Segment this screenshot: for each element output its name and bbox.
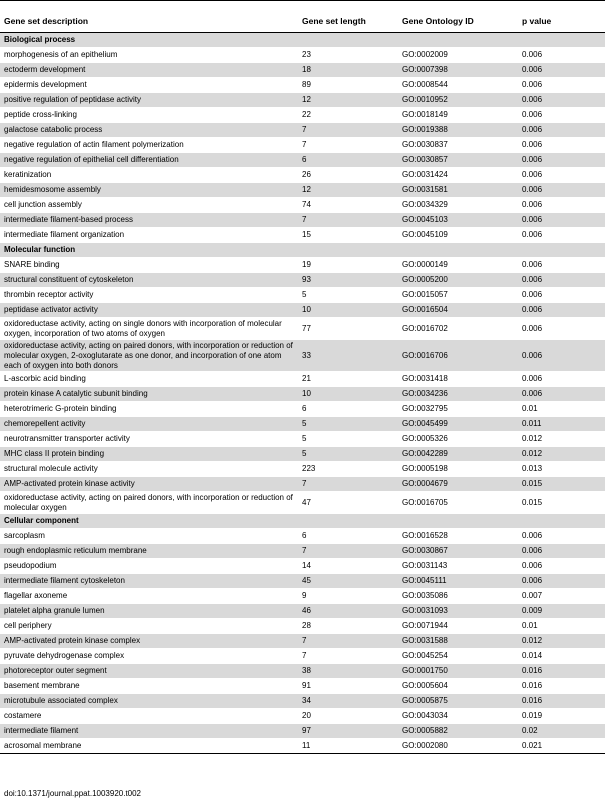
table-row bbox=[0, 529, 605, 544]
gene-set-length-cell: 91 bbox=[302, 681, 311, 690]
go-id-cell: GO:0016504 bbox=[398, 303, 518, 318]
go-id-cell: GO:0019388 bbox=[398, 123, 518, 138]
gene-set-description-cell: intermediate filament organization bbox=[4, 230, 125, 239]
p-value-cell: 0.006 bbox=[518, 123, 605, 138]
table-row bbox=[0, 492, 605, 514]
gene-set-description-cell: MHC class II protein binding bbox=[0, 447, 298, 462]
go-id-cell: GO:0002009 bbox=[402, 50, 448, 59]
table-row bbox=[0, 213, 605, 228]
gene-set-length-cell: 10 bbox=[298, 303, 398, 318]
gene-set-length-cell: 7 bbox=[302, 140, 307, 149]
gene-set-description-cell: intermediate filament bbox=[0, 724, 298, 739]
p-value-cell: 0.012 bbox=[518, 634, 605, 649]
gene-set-description-cell: negative regulation of actin filament polymerization bbox=[4, 140, 184, 149]
p-value-cell: 0.006 bbox=[518, 303, 605, 318]
p-value-cell: 0.016 bbox=[522, 681, 543, 690]
go-id-cell: GO:0016705 bbox=[402, 497, 448, 507]
gene-set-description-cell: basement membrane bbox=[4, 681, 80, 690]
gene-set-length-cell: 10 bbox=[298, 387, 398, 402]
p-value-cell: 0.006 bbox=[522, 323, 543, 333]
gene-set-length-cell: 28 bbox=[302, 621, 311, 630]
table-row bbox=[0, 288, 605, 303]
table-row bbox=[0, 589, 605, 604]
table-row bbox=[0, 387, 605, 402]
p-value-cell: 0.006 bbox=[522, 531, 543, 540]
table-row bbox=[0, 78, 605, 93]
p-value-cell: 0.01 bbox=[522, 621, 538, 630]
go-id-cell: GO:0031093 bbox=[398, 604, 518, 619]
p-value-cell: 0.012 bbox=[522, 434, 543, 443]
p-value-cell: 0.012 bbox=[518, 447, 605, 462]
gene-set-description-cell: AMP-activated protein kinase complex bbox=[0, 634, 298, 649]
gene-set-description-cell: costamere bbox=[4, 711, 42, 720]
go-id-cell: GO:0000149 bbox=[402, 260, 448, 269]
table-row bbox=[0, 477, 605, 492]
table-row bbox=[0, 183, 605, 198]
p-value-cell: 0.01 bbox=[522, 404, 538, 413]
go-id-cell: GO:0030857 bbox=[398, 153, 518, 168]
gene-set-length-cell: 20 bbox=[302, 711, 311, 720]
gene-set-length-cell: 5 bbox=[302, 290, 307, 299]
gene-set-description-cell: morphogenesis of an epithelium bbox=[4, 50, 118, 59]
gene-set-description-cell: peptidase activator activity bbox=[0, 303, 298, 318]
p-value-cell: 0.015 bbox=[522, 497, 543, 507]
table-row bbox=[0, 228, 605, 243]
gene-set-length-cell: 77 bbox=[302, 323, 311, 333]
gene-set-length-cell: 5 bbox=[302, 434, 307, 443]
gene-set-length-cell: 23 bbox=[302, 50, 311, 59]
go-id-cell: GO:0005198 bbox=[402, 464, 448, 473]
go-id-cell: GO:0043034 bbox=[402, 711, 448, 720]
gene-set-length-cell: 7 bbox=[298, 123, 398, 138]
gene-set-description-cell: protein kinase A catalytic subunit binding bbox=[0, 387, 298, 402]
header-description: Gene set description bbox=[4, 15, 89, 26]
gene-set-description-cell: keratinization bbox=[4, 170, 52, 179]
table-row bbox=[0, 303, 605, 318]
gene-set-length-cell: 7 bbox=[298, 544, 398, 559]
gene-set-description-cell: heterotrimeric G-protein binding bbox=[4, 404, 117, 413]
header-row bbox=[0, 1, 605, 33]
p-value-cell: 0.006 bbox=[518, 273, 605, 288]
p-value-cell: 0.006 bbox=[522, 561, 543, 570]
gene-set-description-cell: cell junction assembly bbox=[4, 200, 82, 209]
gene-set-description-cell: intermediate filament-based process bbox=[0, 213, 298, 228]
table-row bbox=[0, 432, 605, 447]
table-row bbox=[0, 372, 605, 387]
p-value-cell: 0.006 bbox=[522, 290, 543, 299]
gene-set-length-cell: 26 bbox=[302, 170, 311, 179]
gene-set-description-cell: sarcoplasm bbox=[4, 531, 45, 540]
go-id-cell: GO:0002080 bbox=[402, 741, 448, 750]
gene-set-length-cell: 47 bbox=[302, 497, 311, 507]
gene-set-description-cell: pseudopodium bbox=[4, 561, 57, 570]
gene-set-description-cell: peptide cross-linking bbox=[4, 110, 77, 119]
p-value-cell: 0.006 bbox=[518, 574, 605, 589]
gene-set-length-cell: 12 bbox=[298, 183, 398, 198]
gene-set-length-cell: 21 bbox=[302, 374, 311, 383]
go-id-cell: GO:0045254 bbox=[402, 651, 448, 660]
table-row bbox=[0, 634, 605, 649]
table-row bbox=[0, 462, 605, 477]
p-value-cell: 0.006 bbox=[522, 80, 543, 89]
gene-set-description-cell: epidermis development bbox=[4, 80, 87, 89]
gene-set-description-cell: microtubule associated complex bbox=[0, 694, 298, 709]
gene-set-length-cell: 14 bbox=[302, 561, 311, 570]
go-id-cell: GO:0005875 bbox=[398, 694, 518, 709]
gene-set-length-cell: 7 bbox=[298, 213, 398, 228]
gene-set-description-cell: oxidoreductase activity, acting on paired donors, with incorporation or reduction of molecular oxygen, 2-oxoglutarate as one donor, and incorporation of one atom each of oxygen into both donors bbox=[0, 340, 298, 372]
table-row bbox=[0, 709, 605, 724]
gene-set-length-cell: 74 bbox=[302, 200, 311, 209]
gene-set-description-cell: structural constituent of cytoskeleton bbox=[0, 273, 298, 288]
gene-set-length-cell: 11 bbox=[302, 741, 311, 750]
gene-set-length-cell: 6 bbox=[302, 531, 307, 540]
p-value-cell: 0.006 bbox=[522, 170, 543, 179]
gene-set-description-cell: oxidoreductase activity, acting on paired donors, with incorporation or reduction of molecular oxygen bbox=[4, 492, 293, 512]
gene-set-description-cell: chemorepellent activity bbox=[0, 417, 298, 432]
go-id-cell: GO:0042289 bbox=[398, 447, 518, 462]
table-row bbox=[0, 679, 605, 694]
p-value-cell: 0.006 bbox=[522, 260, 543, 269]
table-row bbox=[0, 417, 605, 432]
p-value-cell: 0.011 bbox=[518, 417, 605, 432]
go-id-cell: GO:0030867 bbox=[398, 544, 518, 559]
p-value-cell: 0.02 bbox=[518, 724, 605, 739]
gene-set-description-cell: SNARE binding bbox=[4, 260, 60, 269]
gene-set-description-cell: photoreceptor outer segment bbox=[0, 664, 298, 679]
table-row bbox=[0, 198, 605, 213]
go-id-cell: GO:0016528 bbox=[402, 531, 448, 540]
gene-set-length-cell: 5 bbox=[298, 417, 398, 432]
p-value-cell: 0.006 bbox=[518, 183, 605, 198]
gene-set-length-cell: 22 bbox=[302, 110, 311, 119]
p-value-cell: 0.006 bbox=[518, 387, 605, 402]
go-id-cell: GO:0034329 bbox=[402, 200, 448, 209]
go-id-cell: GO:0030837 bbox=[402, 140, 448, 149]
table-row bbox=[0, 619, 605, 634]
gene-set-description-cell: galactose catabolic process bbox=[0, 123, 298, 138]
table-row bbox=[0, 694, 605, 709]
go-id-cell: GO:0031588 bbox=[398, 634, 518, 649]
header-p-value: p value bbox=[522, 15, 552, 26]
p-value-cell: 0.007 bbox=[522, 591, 543, 600]
table-row bbox=[0, 739, 605, 754]
section-header-row bbox=[0, 243, 605, 258]
gene-set-description-cell: structural molecule activity bbox=[4, 464, 98, 473]
p-value-cell: 0.014 bbox=[522, 651, 543, 660]
go-id-cell: GO:0008544 bbox=[402, 80, 448, 89]
table-row bbox=[0, 574, 605, 589]
gene-set-description-cell: hemidesmosome assembly bbox=[0, 183, 298, 198]
gene-set-description-cell: negative regulation of epithelial cell differentiation bbox=[0, 153, 298, 168]
p-value-cell: 0.006 bbox=[522, 374, 543, 383]
go-id-cell: GO:0045499 bbox=[398, 417, 518, 432]
p-value-cell: 0.021 bbox=[522, 741, 543, 750]
table-row bbox=[0, 138, 605, 153]
go-id-cell: GO:0001750 bbox=[398, 664, 518, 679]
gene-set-description-cell: acrosomal membrane bbox=[4, 741, 82, 750]
section-header-row bbox=[0, 33, 605, 48]
go-id-cell: GO:0004679 bbox=[398, 477, 518, 492]
p-value-cell: 0.016 bbox=[518, 694, 605, 709]
table-row bbox=[0, 258, 605, 273]
gene-set-description-cell: oxidoreductase activity, acting on single donors with incorporation of molecular oxygen, incorporation of two atoms of oxygen bbox=[4, 318, 282, 338]
go-id-cell: GO:0045109 bbox=[402, 230, 448, 239]
go-id-cell: GO:0005604 bbox=[402, 681, 448, 690]
section-header-row bbox=[0, 514, 605, 529]
gene-set-length-cell: 6 bbox=[302, 404, 307, 413]
p-value-cell: 0.016 bbox=[518, 664, 605, 679]
table-row bbox=[0, 402, 605, 417]
table-row bbox=[0, 544, 605, 559]
gene-set-length-cell: 33 bbox=[298, 340, 398, 372]
section-title: Biological process bbox=[0, 33, 605, 48]
table-header bbox=[0, 1, 605, 33]
p-value-cell: 0.006 bbox=[522, 50, 543, 59]
gene-set-length-cell: 46 bbox=[298, 604, 398, 619]
gene-set-description-cell: thrombin receptor activity bbox=[4, 290, 94, 299]
table-row bbox=[0, 447, 605, 462]
section-title: Cellular component bbox=[0, 514, 605, 529]
header-length: Gene set length bbox=[302, 15, 366, 26]
table-row bbox=[0, 168, 605, 183]
gene-set-description-cell: ectoderm development bbox=[0, 63, 298, 78]
table-row bbox=[0, 724, 605, 739]
gene-set-length-cell: 45 bbox=[298, 574, 398, 589]
p-value-cell: 0.006 bbox=[518, 340, 605, 372]
go-id-cell: GO:0031581 bbox=[398, 183, 518, 198]
go-id-cell: GO:0031418 bbox=[402, 374, 448, 383]
table-row bbox=[0, 340, 605, 372]
p-value-cell: 0.006 bbox=[518, 544, 605, 559]
gene-set-length-cell: 223 bbox=[302, 464, 316, 473]
gene-set-length-cell: 7 bbox=[298, 477, 398, 492]
gene-set-length-cell: 15 bbox=[302, 230, 311, 239]
go-id-cell: GO:0005326 bbox=[402, 434, 448, 443]
table-row bbox=[0, 664, 605, 679]
go-id-cell: GO:0018149 bbox=[402, 110, 448, 119]
gene-set-length-cell: 97 bbox=[298, 724, 398, 739]
p-value-cell: 0.006 bbox=[522, 140, 543, 149]
gene-set-length-cell: 7 bbox=[298, 634, 398, 649]
gene-set-description-cell: neurotransmitter transporter activity bbox=[4, 434, 130, 443]
go-id-cell: GO:0032795 bbox=[402, 404, 448, 413]
table-row bbox=[0, 63, 605, 78]
p-value-cell: 0.006 bbox=[518, 213, 605, 228]
gene-set-description-cell: pyruvate dehydrogenase complex bbox=[4, 651, 125, 660]
header-go-id: Gene Ontology ID bbox=[402, 15, 474, 26]
table-row bbox=[0, 604, 605, 619]
go-id-cell: GO:0016702 bbox=[402, 323, 448, 333]
gene-set-description-cell: L-ascorbic acid binding bbox=[4, 374, 86, 383]
table-row bbox=[0, 318, 605, 340]
table-row bbox=[0, 108, 605, 123]
table-row bbox=[0, 48, 605, 63]
go-id-cell: GO:0010952 bbox=[398, 93, 518, 108]
gene-set-length-cell: 9 bbox=[302, 591, 307, 600]
section-title: Molecular function bbox=[0, 243, 605, 258]
go-id-cell: GO:0005882 bbox=[398, 724, 518, 739]
p-value-cell: 0.006 bbox=[518, 93, 605, 108]
gene-set-description-cell: cell periphery bbox=[4, 621, 52, 630]
gene-set-length-cell: 34 bbox=[298, 694, 398, 709]
gene-set-length-cell: 38 bbox=[298, 664, 398, 679]
go-id-cell: GO:0031143 bbox=[402, 561, 448, 570]
table-row bbox=[0, 273, 605, 288]
table-row bbox=[0, 123, 605, 138]
doi-caption: doi:10.1371/journal.ppat.1003920.t002 bbox=[4, 789, 142, 798]
p-value-cell: 0.006 bbox=[522, 110, 543, 119]
go-id-cell: GO:0007398 bbox=[398, 63, 518, 78]
gene-set-description-cell: positive regulation of peptidase activity bbox=[0, 93, 298, 108]
p-value-cell: 0.006 bbox=[522, 230, 543, 239]
table-body bbox=[0, 33, 605, 754]
go-id-cell: GO:0045103 bbox=[398, 213, 518, 228]
go-id-cell: GO:0031424 bbox=[402, 170, 448, 179]
go-id-cell: GO:0016706 bbox=[398, 340, 518, 372]
go-id-cell: GO:0071944 bbox=[402, 621, 448, 630]
p-value-cell: 0.013 bbox=[522, 464, 543, 473]
gene-set-length-cell: 18 bbox=[298, 63, 398, 78]
gene-set-length-cell: 7 bbox=[302, 651, 307, 660]
gene-set-length-cell: 93 bbox=[298, 273, 398, 288]
go-id-cell: GO:0015057 bbox=[402, 290, 448, 299]
gene-set-description-cell: intermediate filament cytoskeleton bbox=[0, 574, 298, 589]
p-value-cell: 0.019 bbox=[522, 711, 543, 720]
gene-set-length-cell: 12 bbox=[298, 93, 398, 108]
gene-set-description-cell: flagellar axoneme bbox=[4, 591, 68, 600]
gene-set-description-cell: platelet alpha granule lumen bbox=[0, 604, 298, 619]
table-row bbox=[0, 559, 605, 574]
gene-set-description-cell: rough endoplasmic reticulum membrane bbox=[0, 544, 298, 559]
gene-set-length-cell: 5 bbox=[298, 447, 398, 462]
table-row bbox=[0, 93, 605, 108]
gene-set-length-cell: 19 bbox=[302, 260, 311, 269]
table-row bbox=[0, 153, 605, 168]
p-value-cell: 0.006 bbox=[518, 63, 605, 78]
go-id-cell: GO:0045111 bbox=[398, 574, 518, 589]
p-value-cell: 0.006 bbox=[518, 153, 605, 168]
gene-set-description-cell: AMP-activated protein kinase activity bbox=[0, 477, 298, 492]
p-value-cell: 0.006 bbox=[522, 200, 543, 209]
table-row bbox=[0, 649, 605, 664]
p-value-cell: 0.009 bbox=[518, 604, 605, 619]
p-value-cell: 0.015 bbox=[518, 477, 605, 492]
go-id-cell: GO:0005200 bbox=[398, 273, 518, 288]
gene-set-length-cell: 6 bbox=[298, 153, 398, 168]
gene-set-length-cell: 89 bbox=[302, 80, 311, 89]
go-id-cell: GO:0035086 bbox=[402, 591, 448, 600]
go-id-cell: GO:0034236 bbox=[398, 387, 518, 402]
